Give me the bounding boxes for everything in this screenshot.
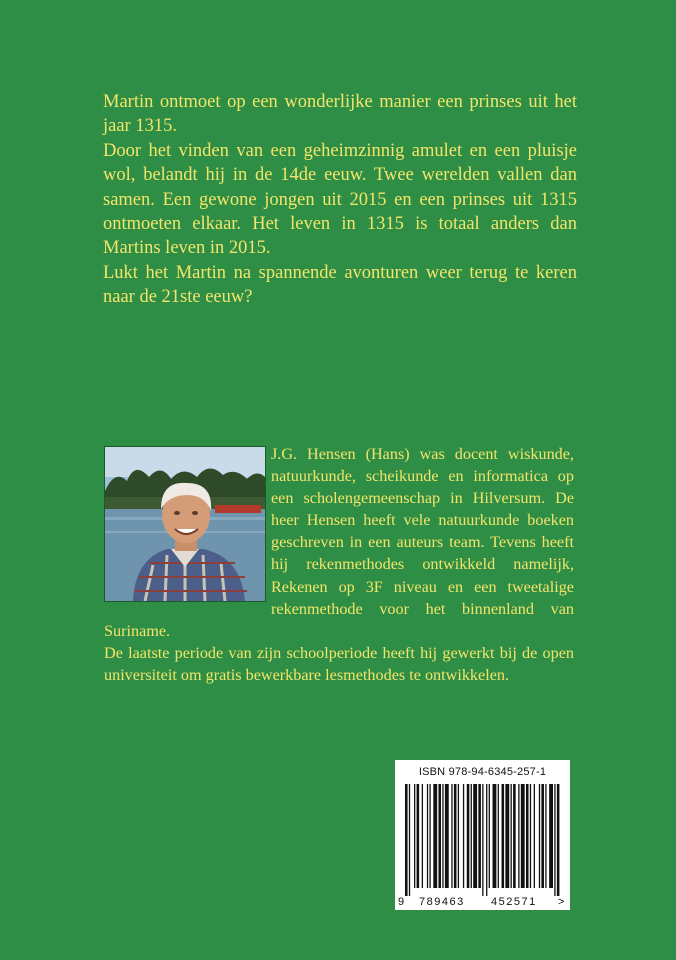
barcode-bar — [513, 784, 516, 888]
barcode-bar — [471, 784, 472, 888]
author-bio-paragraph-1: J.G. Hensen (Hans) was docent wiskunde, natuurkunde, scheikunde en informatica op een scholengemeenschap in Hilversum. De heer Hensen heeft vele natuurkunde boeken geschreven in een auteurs team. Tevens heeft hij rekenmethodes ontwikkeld namelijk, Rekenen op 3F niveau en een tweetalige rekenmethode voor het binnenland van Suriname. — [104, 445, 574, 640]
isbn-barcode — [395, 760, 570, 910]
barcode-bar — [545, 784, 546, 888]
barcode-bar — [493, 784, 497, 888]
author-bio — [104, 443, 574, 686]
blurb — [103, 90, 577, 310]
barcode-bar — [433, 784, 437, 888]
barcode-bar — [489, 784, 490, 888]
barcode-bar — [530, 784, 531, 888]
barcode-digits-left: 789463 — [419, 896, 465, 908]
barcode-bar — [518, 784, 519, 888]
barcode-bar — [427, 784, 428, 888]
barcode-bar — [526, 784, 529, 888]
barcode-bar — [549, 784, 553, 888]
barcode-bar — [473, 784, 477, 888]
barcode-bar — [463, 784, 464, 888]
blurb-paragraph-1: Martin ontmoet op een wonderlijke manier een prinses uit het jaar 1315. — [103, 92, 577, 137]
isbn-label: ISBN 978-94-6345-257-1 — [418, 766, 547, 778]
barcode-bar — [417, 784, 420, 888]
barcode-bar — [511, 784, 512, 888]
barcode-bars — [405, 784, 562, 896]
barcode-bar — [467, 784, 470, 888]
barcode-bar — [451, 784, 452, 888]
blurb-paragraph-3: Lukt het Martin na spannende avonturen weer terug te keren naar de 21ste eeuw? — [103, 262, 577, 308]
barcode-bar — [429, 784, 430, 888]
barcode-bar — [442, 784, 443, 888]
barcode-bar — [557, 784, 560, 896]
barcode-bar — [502, 784, 505, 888]
barcode-bar — [414, 784, 415, 888]
barcode-bar — [422, 784, 423, 888]
barcode-bar — [482, 784, 483, 896]
barcode-bar — [541, 784, 544, 888]
barcode-bar — [454, 784, 457, 888]
barcode-end-marker: > — [558, 896, 565, 908]
barcode-bar — [438, 784, 441, 888]
barcode-bar — [554, 784, 555, 896]
barcode-bar — [539, 784, 540, 888]
blurb-paragraph-2: Door het vinden van een geheimzinnig amulet en een pluisje wol, belandt hij in de 14de eeuw. Twee werelden vallen dan samen. Een gewone jongen uit 2015 en een prinses uit 1315 ontmoeten elkaar. Het leven in 1315 is totaal anders dan Martins leven in 2015. — [103, 140, 577, 259]
barcode-bar — [445, 784, 449, 888]
barcode-digits-right: 452571 — [491, 896, 537, 908]
barcode-bar — [486, 784, 487, 896]
barcode-bar — [458, 784, 459, 888]
barcode-bar — [505, 784, 509, 888]
barcode-bar — [409, 784, 410, 896]
barcode-bar — [478, 784, 481, 888]
barcode-digit-first: 9 — [398, 896, 405, 908]
barcode-bar — [498, 784, 499, 888]
author-bio-paragraph-2: De laatste periode van zijn schoolperiode heeft hij gewerkt bij de open universiteit om gratis bewerkbare lesmethodes te ontwikkelen. — [104, 643, 574, 684]
photo-spacer — [104, 443, 271, 598]
barcode-bar — [534, 784, 535, 888]
barcode-bar — [405, 784, 408, 896]
barcode-bar — [521, 784, 525, 888]
